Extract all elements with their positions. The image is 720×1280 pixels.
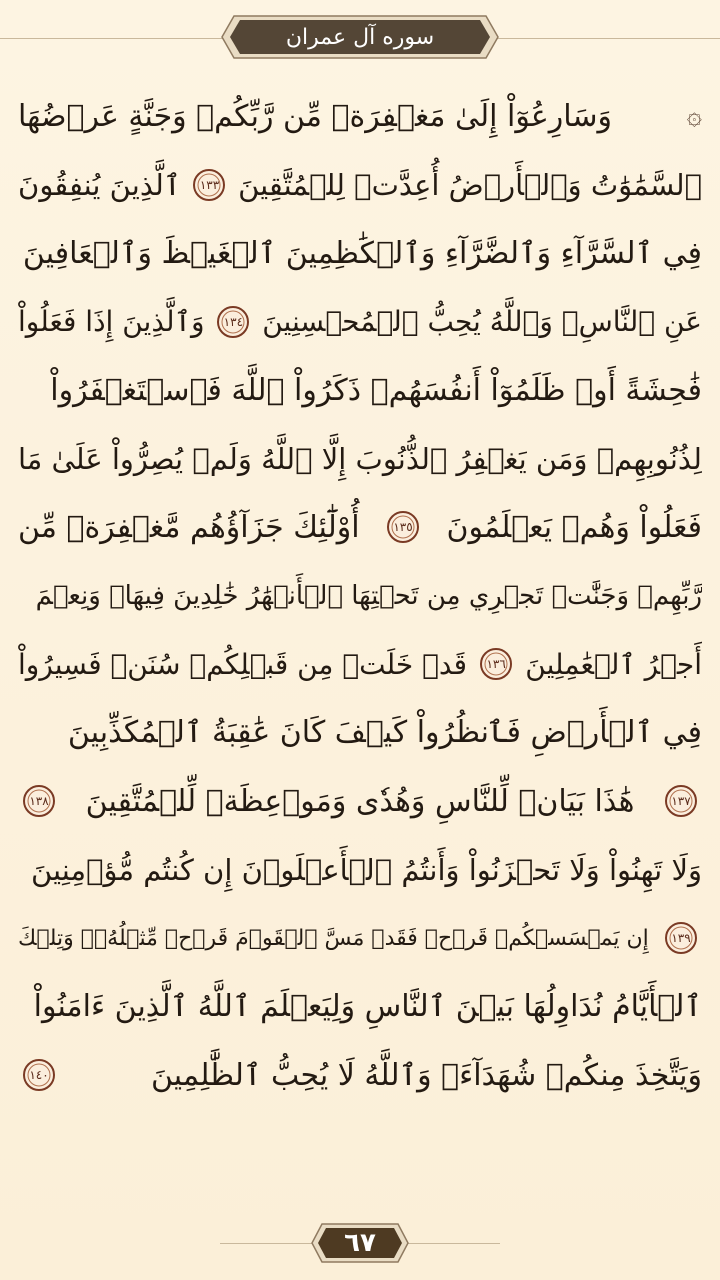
verse-line [18, 904, 702, 973]
verse-line [18, 767, 702, 836]
verse-text: وَٱلَّذِينَ إِذَا فَعَلُواْ [18, 305, 205, 339]
ayah-number-marker [664, 784, 698, 818]
verse-text: وَلَا تَهِنُواْ وَلَا تَحۡزَنُواْ وَأَنتُمُ ٱلۡأَعۡلَوۡنَ إِن كُنتُم مُّؤۡمِنِينَ [30, 852, 702, 887]
verse-line [18, 493, 702, 562]
ayah-number: ١٣٦ [486, 657, 506, 672]
verse-text: ٱلسَّمَٰوَٰتُ وَٱلۡأَرۡضُ أُعِدَّتۡ لِلۡمُتَّقِينَ [238, 167, 702, 202]
verse-text: فَعَلُواْ وَهُمۡ يَعۡلَمُونَ [446, 509, 702, 545]
ayah-number-marker [22, 1058, 56, 1092]
verse-text: لِذُنُوبِهِمۡ وَمَن يَغۡفِرُ ٱلذُّنُوبَ إِلَّا ٱللَّهُ وَلَمۡ يُصِرُّواْ عَلَىٰ مَا [18, 441, 702, 476]
ayah-number-marker [216, 305, 250, 339]
ayah-number-marker [664, 921, 698, 955]
ayah-number: ١٣٨ [29, 794, 49, 809]
page-number: ٦٧ [344, 1228, 376, 1258]
ayah-number: ١٣٣ [199, 177, 220, 192]
verse-line [18, 219, 702, 288]
verse-line [18, 288, 702, 357]
verse-line [18, 836, 702, 905]
ayah-number: ١٣٩ [671, 931, 691, 946]
verse-line [18, 1041, 702, 1110]
surah-title: سوره آل عمران [285, 24, 435, 50]
verse-line [18, 699, 702, 768]
verse-text: عَنِ ٱلنَّاسِۗ وَٱللَّهُ يُحِبُّ ٱلۡمُحۡسِنِينَ [262, 305, 702, 339]
verse-text: هَٰذَا بَيَانٞ لِّلنَّاسِ وَهُدٗى وَمَوۡعِظَةٞ لِّلۡمُتَّقِينَ [85, 783, 635, 819]
verse-line [18, 562, 702, 631]
verse-line [18, 973, 702, 1042]
verse-text: وَيَتَّخِذَ مِنكُمۡ شُهَدَآءَۗ وَٱللَّهُ لَا يُحِبُّ ٱلظَّٰلِمِينَ [150, 1057, 702, 1093]
rub-marker: ۞ [686, 101, 702, 132]
verse-text: أُوْلَٰٓئِكَ جَزَآؤُهُم مَّغۡفِرَةٞ مِّن [18, 509, 360, 545]
page-number-badge [310, 1220, 410, 1266]
ayah-number: ١٤٠ [29, 1068, 49, 1083]
verse-text: ٱلَّذِينَ يُنفِقُونَ [18, 167, 181, 202]
verse-text: فِي ٱلۡأَرۡضِ فَٱنظُرُواْ كَيۡفَ كَانَ عَٰقِبَةُ ٱلۡمُكَذِّبِينَ [67, 715, 702, 751]
ayah-number-marker [22, 784, 56, 818]
verse-line [18, 425, 702, 494]
verse-text: إِن يَمۡسَسۡكُمۡ قَرۡحٞ فَقَدۡ مَسَّ ٱلۡقَوۡمَ قَرۡحٞ مِّثۡلُهُۥۚ وَتِلۡكَ [18, 925, 649, 951]
verse-line [18, 630, 702, 699]
ayah-number-marker [192, 168, 226, 202]
verse-line [18, 356, 702, 425]
verse-text: قَدۡ خَلَتۡ مِن قَبۡلِكُمۡ سُنَنٞ فَسِيرُواْ [18, 647, 467, 681]
verse-text: فِي ٱلسَّرَّآءِ وَٱلضَّرَّآءِ وَٱلۡكَٰظِمِينَ ٱلۡغَيۡظَ وَٱلۡعَافِينَ [22, 235, 702, 271]
ayah-number-marker [479, 647, 513, 681]
verse-text: أَجۡرُ ٱلۡعَٰمِلِينَ [525, 647, 702, 681]
verse-text: وَسَارِعُوٓاْ إِلَىٰ مَغۡفِرَةٖ مِّن رَّبِّكُمۡ وَجَنَّةٍ عَرۡضُهَا [18, 98, 613, 134]
verse-text: رَّبِّهِمۡ وَجَنَّٰتٞ تَجۡرِي مِن تَحۡتِهَا ٱلۡأَنۡهَٰرُ خَٰلِدِينَ فِيهَاۚ وَنِعۡمَ [35, 580, 702, 611]
verse-line [18, 82, 702, 151]
quran-text [18, 82, 702, 1110]
verse-line [18, 151, 702, 220]
verse-text: ٱلۡأَيَّامُ نُدَاوِلُهَا بَيۡنَ ٱلنَّاسِ وَلِيَعۡلَمَ ٱللَّهُ ٱلَّذِينَ ءَامَنُواْ [33, 989, 702, 1025]
ayah-number-marker [386, 510, 420, 544]
verse-text: فَٰحِشَةً أَوۡ ظَلَمُوٓاْ أَنفُسَهُمۡ ذَكَرُواْ ٱللَّهَ فَٱسۡتَغۡفَرُواْ [50, 372, 702, 408]
ayah-number: ١٣٥ [393, 520, 413, 535]
surah-header [220, 14, 500, 60]
ayah-number: ١٣٧ [671, 794, 691, 809]
ayah-number: ١٣٤ [223, 314, 244, 329]
